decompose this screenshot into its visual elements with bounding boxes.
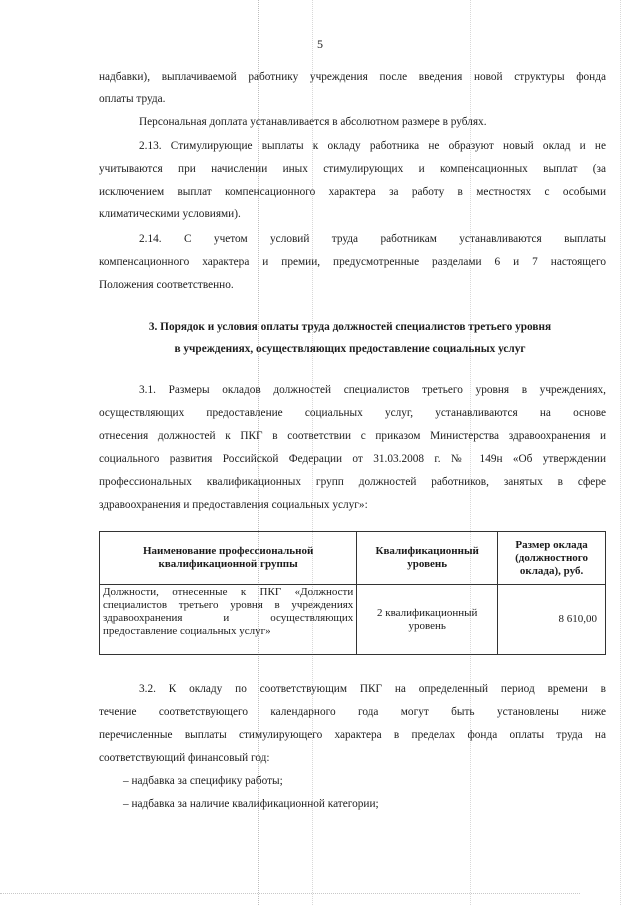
paragraph-line: надбавки), выплачиваемой работнику учреждения после введения новой структуры фонда [99, 71, 606, 83]
paragraph-line: 2.13. Стимулирующие выплаты к окладу работника не образуют новый оклад и не [139, 140, 606, 152]
list-item: – надбавка за специфику работы; [123, 775, 283, 787]
fold-line [620, 0, 621, 905]
paragraph-line: Персональная доплата устанавливается в абсолютном размере в рублях. [139, 116, 487, 128]
paragraph-line: исключением выплат компенсационного характера за работу в местностях с особыми [99, 186, 606, 198]
paragraph-line: здравоохранения и предоставления социальных услуг»: [99, 499, 368, 511]
salary-table [99, 531, 606, 655]
table-header-cell: Квалификационный уровень [357, 532, 498, 585]
paragraph-line: социального развития Российской Федерации от 31.03.2008 г. № 149н «Об утверждении [99, 453, 606, 465]
list-item: – надбавка за наличие квалификационной категории; [123, 798, 379, 810]
table-cell-group: Должности, отнесенные к ПКГ «Должности специалистов третьего уровня в учреждениях здравоохранения и осуществляющих предоставление социальных услуг» [100, 585, 357, 655]
paragraph-line: оплаты труда. [99, 93, 166, 105]
paragraph-line: профессиональных квалификационных групп должностей работников, занятых в сфере [99, 476, 606, 488]
page-bottom-edge [0, 893, 580, 894]
paragraph-line: учитываются при начислении иных стимулирующих и компенсационных выплат (за [99, 163, 606, 175]
page-number: 5 [317, 37, 323, 51]
paragraph-line: Положения соответственно. [99, 279, 234, 291]
table-header-cell: Наименование профессиональной квалификационной группы [100, 532, 357, 585]
table-cell-level: 2 квалификационный уровень [357, 585, 498, 655]
paragraph-line: 3.2. К окладу по соответствующим ПКГ на определенный период времени в [139, 683, 606, 695]
paragraph-line: течение соответствующего календарного года могут быть установлены ниже [99, 706, 606, 718]
paragraph-line: компенсационного характера и премии, предусмотренные разделами 6 и 7 настоящего [99, 256, 606, 268]
paragraph-line: отнесения должностей к ПКГ в соответствии с приказом Министерства здравоохранения и [99, 430, 606, 442]
section-heading: в учреждениях, осуществляющих предоставление социальных услуг [174, 343, 526, 355]
table-header-row [100, 532, 606, 585]
table-header-cell: Размер оклада (должностного оклада), руб. [498, 532, 606, 585]
paragraph-line: климатическими условиями). [99, 208, 241, 220]
paragraph-line: осуществляющих предоставление социальных услуг, устанавливаются на основе [99, 407, 606, 419]
paragraph-line: перечисленные выплаты стимулирующего характера в пределах фонда оплаты труда на [99, 729, 606, 741]
paragraph-line: 2.14. С учетом условий труда работникам устанавливаются выплаты [139, 233, 606, 245]
section-heading: 3. Порядок и условия оплаты труда должностей специалистов третьего уровня [148, 321, 552, 333]
paragraph-line: 3.1. Размеры окладов должностей специалистов третьего уровня в учреждениях, [139, 384, 606, 396]
table-row [100, 585, 606, 655]
paragraph-line: соответствующий финансовый год: [99, 752, 270, 764]
table-cell-salary: 8 610,00 [498, 585, 606, 655]
